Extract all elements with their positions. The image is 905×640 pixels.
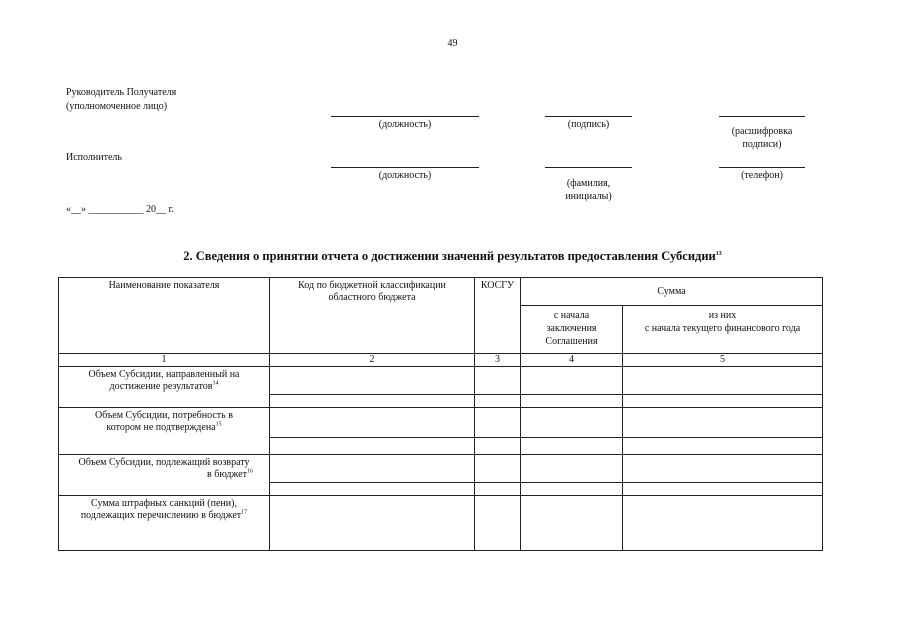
table-cell	[521, 483, 623, 496]
table-row	[59, 496, 823, 551]
header-of-them-line1: из них	[708, 310, 737, 321]
executor-position-caption: (должность)	[378, 170, 432, 181]
table-cell	[270, 483, 475, 496]
table-cell	[270, 496, 475, 551]
header-row	[59, 278, 823, 306]
row-label-line2: достижение результатов	[109, 381, 213, 392]
table-cell	[521, 438, 623, 455]
row-label-line1: Сумма штрафных санкций (пени),	[91, 498, 237, 509]
header-code	[270, 278, 475, 354]
report-table	[58, 277, 823, 551]
table-cell	[475, 483, 521, 496]
table-cell	[270, 408, 475, 438]
row-label	[59, 367, 270, 408]
table-cell	[623, 367, 823, 395]
header-code-line1: Код по бюджетной классификации	[298, 280, 446, 291]
header-of-them	[623, 306, 823, 354]
column-number: 5	[623, 354, 823, 367]
position-signature-line	[331, 116, 479, 117]
header-code-line2: областного бюджета	[328, 292, 416, 303]
header-from-start-line3: Соглашения	[545, 336, 598, 347]
table-cell	[623, 496, 823, 551]
row-label-line2: подлежащих перечислению в бюджет	[80, 510, 242, 521]
name-caption-line2: инициалы)	[565, 191, 612, 202]
table-cell	[521, 395, 623, 408]
decoding-line	[719, 116, 805, 117]
date-line: «__» ___________ 20__ г.	[66, 204, 174, 215]
name-caption-line1: (фамилия,	[566, 178, 611, 189]
table-cell	[521, 408, 623, 438]
row-footnote: 14	[212, 380, 219, 387]
table-cell	[521, 496, 623, 551]
table-row	[59, 367, 823, 395]
table-cell	[475, 395, 521, 408]
name-line	[545, 167, 632, 168]
table-cell	[475, 496, 521, 551]
page-number: 49	[447, 38, 458, 49]
table-cell	[475, 438, 521, 455]
row-footnote: 15	[215, 421, 222, 428]
section-title-footnote: 13	[715, 250, 722, 257]
executor-position-line	[331, 167, 479, 168]
table-cell	[475, 408, 521, 438]
row-label-line1: Объем Субсидии, подлежащий возврату	[78, 457, 250, 468]
column-number: 2	[270, 354, 475, 367]
row-label-line1: Объем Субсидии, направленный на	[88, 369, 240, 380]
column-numbers-row	[59, 354, 823, 367]
row-label-line2: в бюджет	[207, 469, 247, 480]
table-cell	[270, 367, 475, 395]
header-kosgu	[475, 278, 521, 354]
column-number: 1	[59, 354, 270, 367]
decoding-caption-line2: подписи)	[742, 139, 782, 150]
row-label-line2: котором не подтверждена	[106, 422, 216, 433]
row-label-line1: Объем Субсидии, потребность в	[95, 410, 233, 421]
header-from-start-line1: с начала	[553, 310, 590, 321]
table-cell	[623, 438, 823, 455]
table-cell	[521, 367, 623, 395]
table-cell	[475, 367, 521, 395]
table-cell	[623, 408, 823, 438]
table-cell	[270, 455, 475, 483]
table-cell	[623, 483, 823, 496]
header-indicator-text: Наименование показателя	[108, 280, 220, 291]
header-kosgu-text: КОСГУ	[480, 280, 515, 291]
header-indicator	[59, 278, 270, 354]
header-sum-text: Сумма	[657, 285, 686, 297]
table-cell	[270, 395, 475, 408]
phone-caption: (телефон)	[741, 170, 783, 181]
row-footnote: 17	[241, 509, 248, 516]
table-cell	[270, 438, 475, 455]
table-row	[59, 455, 823, 483]
signature-line	[545, 116, 632, 117]
table-cell	[623, 455, 823, 483]
signature-caption: (подпись)	[567, 119, 610, 130]
header-of-them-line2: с начала текущего финансового года	[644, 323, 801, 334]
table-cell	[475, 455, 521, 483]
table-cell	[623, 395, 823, 408]
row-label	[59, 455, 270, 496]
column-number: 3	[475, 354, 521, 367]
head-label-line2: (уполномоченное лицо)	[66, 101, 168, 112]
executor-label: Исполнитель	[66, 152, 122, 163]
header-from-start-line2: заключения	[546, 323, 597, 334]
header-from-start	[521, 306, 623, 354]
row-label	[59, 496, 270, 551]
header-sum	[521, 278, 823, 306]
section-title-text: 2. Сведения о принятии отчета о достижении значений результатов предоставления Субсидии	[183, 249, 716, 263]
section-title	[0, 248, 905, 264]
row-label	[59, 408, 270, 455]
row-footnote: 16	[247, 468, 253, 475]
decoding-caption-line1: (расшифровка	[731, 126, 793, 137]
column-number: 4	[521, 354, 623, 367]
phone-line	[719, 167, 805, 168]
position-caption: (должность)	[378, 119, 432, 130]
table-cell	[521, 455, 623, 483]
table-row	[59, 408, 823, 438]
head-label-line1: Руководитель Получателя	[66, 87, 177, 98]
